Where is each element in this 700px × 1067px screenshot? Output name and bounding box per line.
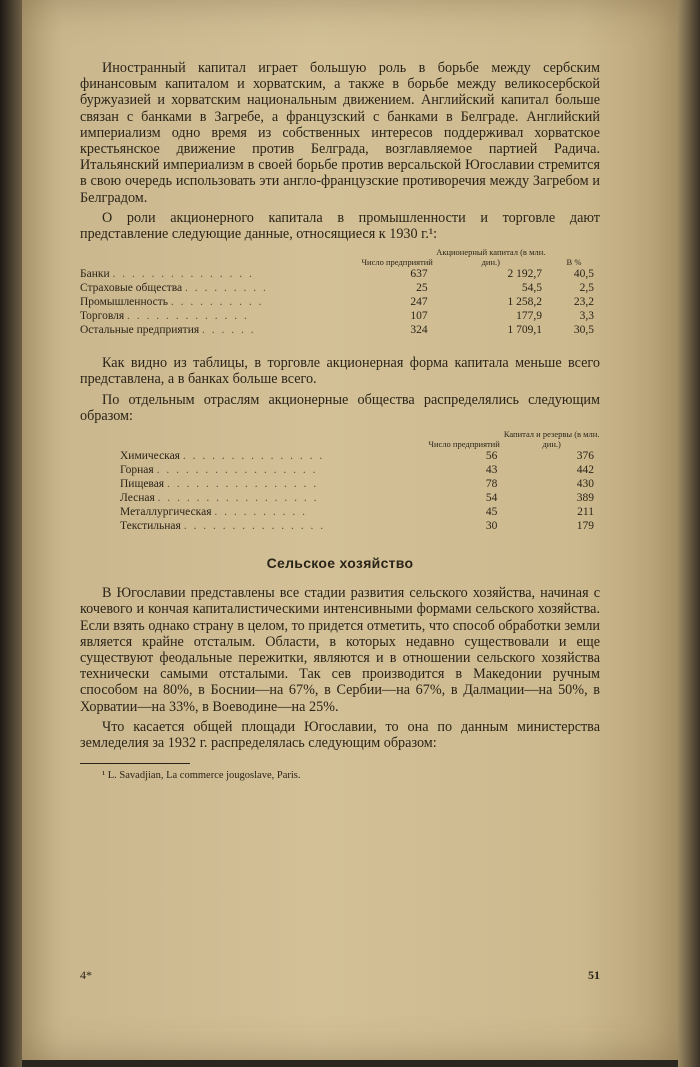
row-label: Горная (120, 464, 154, 477)
cell-capital: 442 (576, 464, 594, 477)
cell-count: 247 (410, 296, 428, 309)
cell-capital: 389 (576, 492, 594, 505)
row-label: Страховые общества (80, 282, 183, 295)
cell-capital: 177,9 (516, 310, 542, 323)
cell-capital: 54,5 (521, 282, 542, 295)
row-label: Промышленность (80, 296, 169, 309)
cell-percent: 2,5 (579, 282, 594, 295)
leader-dots: . . . . . . (202, 324, 256, 337)
row-label: Химическая (120, 450, 180, 463)
leader-dots: . . . . . . . . . (184, 282, 268, 295)
cell-percent: 23,2 (573, 296, 594, 309)
cell-count: 78 (485, 478, 498, 491)
cell-percent: 40,5 (573, 268, 594, 281)
footnote-divider (80, 763, 190, 764)
cell-count: 324 (410, 324, 428, 337)
book-page-stack-right (678, 0, 700, 1067)
page-number: 51 (588, 968, 600, 982)
cell-capital: 376 (576, 450, 594, 463)
row-label: Торговля (80, 310, 125, 323)
table-row (80, 505, 600, 519)
row-label: Металлургическая (120, 506, 212, 519)
paragraph-branches-intro: По отдельным отраслям акционерные общества распределялись следующим образом: (80, 391, 600, 424)
row-label: Банки (80, 268, 110, 281)
footnote: ¹ L. Savadjian, La commerce jougoslave, Paris. (102, 770, 301, 782)
table-row (80, 491, 600, 505)
table-row (80, 463, 600, 477)
table-header-row (80, 248, 600, 267)
table-row (80, 281, 600, 295)
branches-table (80, 430, 600, 533)
table-row (80, 267, 600, 281)
cell-percent: 30,5 (573, 324, 594, 337)
cell-percent: 3,3 (579, 310, 594, 323)
cell-capital: 211 (577, 506, 594, 519)
cell-capital: 1 709,1 (507, 324, 542, 337)
cell-capital: 179 (576, 520, 594, 533)
cell-count: 637 (410, 268, 428, 281)
leader-dots: . . . . . . . . . . . . . . . . (166, 478, 319, 491)
cell-capital: 430 (576, 478, 594, 491)
printer-signature-mark: 4* (80, 968, 92, 982)
row-label: Остальные предприятия (80, 324, 200, 337)
paragraph-land-area: Что касается общей площади Югославии, то она по данным министерства земледелия за 1932 г. распределялась следующим образом: (80, 718, 600, 752)
table-row (80, 295, 600, 309)
table-row (80, 477, 600, 491)
row-label: Текстильная (120, 520, 181, 533)
cell-count: 56 (485, 450, 498, 463)
joint-stock-capital-table (80, 248, 600, 337)
cell-count: 25 (416, 282, 428, 295)
table-row (80, 519, 600, 533)
col-header-capital: Акционерный капитал (в млн. дин.) (436, 247, 546, 267)
paragraph-foreign-capital: Иностранный капитал играет большую роль в борьбе между сербским финансовым капиталом и хорватским, а также в борьбе между великосербской буржуазией и хорватским национальным движением. Английский капитал больше связан с банками в Загребе, а французский с банками в Белграде. Английский империализм одно время из собственных интересов поддерживал хорватское крестьянское движение против Белграда, возглавляемое партией Радича. Итальянский империализм в своей борьбе против версальской Югославии стремится в свою очередь использовать эти англо-французские противоречия между Загребом и Белградом. (80, 60, 600, 206)
cell-count: 54 (485, 492, 498, 505)
leader-dots: . . . . . . . . . . . . . . . (112, 268, 254, 281)
leader-dots: . . . . . . . . . . . . . . . . . (157, 492, 319, 505)
row-label: Пищевая (120, 478, 165, 491)
table-row (80, 309, 600, 323)
leader-dots: . . . . . . . . . . . . . . . . . (156, 464, 318, 477)
leader-dots: . . . . . . . . . . . . . (127, 310, 249, 323)
col-header-count: Число предприятий (428, 438, 500, 449)
page-content (80, 60, 600, 784)
leader-dots: . . . . . . . . . . . . . . . (182, 450, 325, 463)
leader-dots: . . . . . . . . . . (170, 296, 264, 309)
cell-count: 30 (485, 520, 498, 533)
cell-count: 43 (485, 464, 498, 477)
cell-count: 107 (410, 310, 428, 323)
leader-dots: . . . . . . . . . . . . . . . (183, 520, 326, 533)
cell-capital: 2 192,7 (507, 268, 542, 281)
cell-capital: 1 258,2 (507, 296, 542, 309)
table-row (80, 323, 600, 337)
col-header-percent: В % (566, 256, 582, 267)
paragraph-agriculture: В Югославии представлены все стадии развития сельского хозяйства, начиная с кочевого и кончая капиталистическими интенсивными формами сельского хозяйства. Если взять однако страну в целом, то придется отметить, что способ обработки земли является крайне отсталым. Области, в которых недавно существовали и еще существуют феодальные пережитки, являются и в отношении сельского хозяйства технически самыми отсталыми. Так сев производится в Македонии ручным способом на 80%, в Боснии—на 67%, в Сербии—на 67%, в Далмации—на 50%, в Хорватии—на 33%, в Воеводине—на 25%. (80, 585, 600, 715)
section-title: Сельское хозяйство (266, 555, 414, 572)
table-header-row (80, 430, 600, 449)
cell-count: 45 (485, 506, 498, 519)
table-row (80, 449, 600, 463)
book-gutter-left (0, 0, 22, 1067)
paragraph-joint-stock-intro: О роли акционерного капитала в промышленности и торговле дают представление следующие данные, относящиеся к 1930 г.¹: (80, 209, 600, 243)
col-header-count: Число предприятий (361, 256, 433, 267)
row-label: Лесная (120, 492, 155, 505)
paragraph-table-conclusion: Как видно из таблицы, в торговле акционерная форма капитала меньше всего представлена, а в банках больше всего. (80, 355, 600, 388)
col-header-capital: Капитал и резервы (в млн. дин.) (503, 429, 600, 449)
book-page (22, 0, 678, 1060)
leader-dots: . . . . . . . . . . (214, 506, 307, 519)
